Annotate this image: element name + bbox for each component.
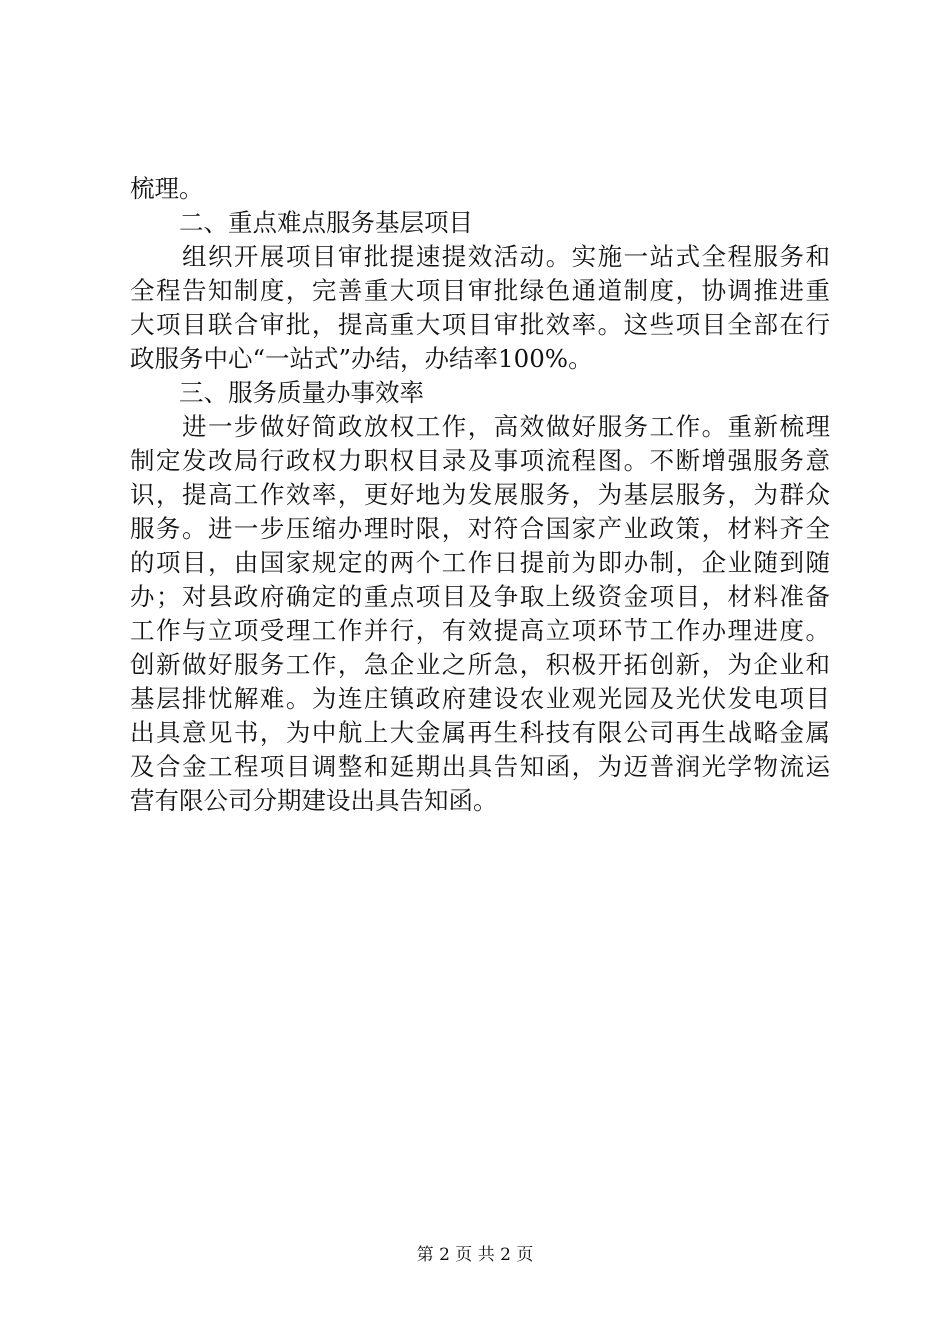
section-heading: 三、服务质量办事效率 [130, 378, 424, 407]
text-line: 出具意见书，为中航上大金属再生科技有限公司再生战略金属 [130, 718, 830, 747]
text-line: 营有限公司分期建设出具告知函。 [130, 786, 498, 815]
text-line: 办；对县政府确定的重点项目及争取上级资金项目，材料准备 [130, 582, 830, 611]
text-line: 识，提高工作效率，更好地为发展服务，为基层服务，为群众 [130, 480, 830, 509]
text-line: 服务。进一步压缩办理时限，对符合国家产业政策，材料齐全 [130, 514, 830, 543]
text-line: 制定发改局行政权力职权目录及事项流程图。不断增强服务意 [130, 446, 830, 475]
text-line: 创新做好服务工作，急企业之所急，积极开拓创新，为企业和 [130, 650, 830, 679]
text-line: 基层排忧解难。为连庄镇政府建设农业观光园及光伏发电项目 [130, 684, 830, 713]
text-line: 工作与立项受理工作并行，有效提高立项环节工作办理进度。 [130, 616, 830, 645]
text-line: 组织开展项目审批提速提效活动。实施一站式全程服务和 [130, 242, 830, 271]
text-line: 政服务中心“一站式”办结，办结率100%。 [130, 344, 593, 373]
text-line: 梳理。 [130, 174, 204, 203]
text-line: 及合金工程项目调整和延期出具告知函，为迈普润光学物流运 [130, 752, 830, 781]
page-number-footer: 第 2 页 共 2 页 [416, 1245, 534, 1265]
text-line: 进一步做好简政放权工作，高效做好服务工作。重新梳理 [130, 412, 830, 441]
text-line: 全程告知制度，完善重大项目审批绿色通道制度，协调推进重 [130, 276, 830, 305]
text-line: 大项目联合审批，提高重大项目审批效率。这些项目全部在行 [130, 310, 830, 339]
section-heading: 二、重点难点服务基层项目 [130, 208, 473, 237]
text-line: 的项目，由国家规定的两个工作日提前为即办制，企业随到随 [130, 548, 830, 577]
